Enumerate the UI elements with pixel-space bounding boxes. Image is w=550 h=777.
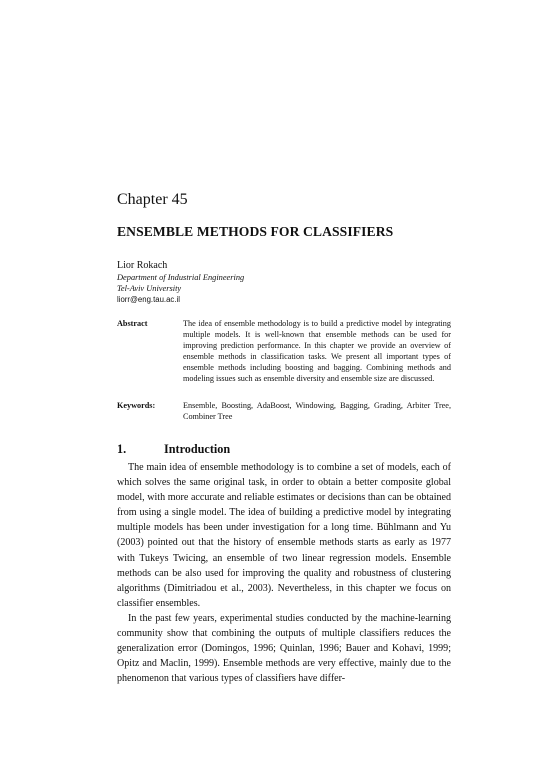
chapter-label: Chapter 45 bbox=[117, 191, 188, 208]
intro-paragraph: In the past few years, experimental studies conducted by the machine-learning community show that combining the outputs of multiple classifiers reduces the generalization error (Domingos, 1996; Quinlan, 1996; Bauer and Kohavi, 1999; Opitz and Maclin, 1999). Ensemble methods are very effective, mainly due to the phenomenon that various types of classifiers have differ- bbox=[117, 612, 451, 685]
keywords-label: Keywords: bbox=[117, 401, 156, 410]
abstract-block bbox=[117, 318, 451, 384]
section-number: 1. bbox=[117, 442, 127, 456]
keywords-text: Ensemble, Boosting, AdaBoost, Windowing, Bagging, Grading, Arbiter Tree, Combiner Tree bbox=[183, 401, 451, 421]
author-department: Department of Industrial Engineering bbox=[117, 273, 245, 282]
keywords-block bbox=[117, 400, 451, 422]
author-name: Lior Rokach bbox=[117, 260, 168, 271]
abstract-text: The idea of ensemble methodology is to build a predictive model by integrating multiple models. It is well-known that ensemble methods can be used for improving prediction performance. In this chapter we provide an overview of ensemble methods in classification tasks. We present all important types of ensemble methods including boosting and bagging. Combining methods and modeling issues such as ensemble diversity and ensemble size are discussed. bbox=[183, 319, 451, 383]
intro-paragraph: The main idea of ensemble methodology is to combine a set of models, each of which solves the same original task, in order to obtain a better composite global model, with more accurate and reliable estimates or decisions than can be obtained from using a single model. The idea of building a predictive model by integrating multiple models has been under investigation for a long time. Bühlmann and Yu (2003) pointed out that the history of ensemble methods starts as early as 1977 with Tukeys Twicing, an ensemble of two linear regression models. Ensemble methods can be also used for improving the quality and robustness of clustering algorithms (Dimitriadou et al., 2003). Nevertheless, in this chapter we focus on classifier ensembles. bbox=[117, 462, 451, 609]
introduction-body bbox=[117, 460, 451, 686]
section-title: Introduction bbox=[164, 442, 231, 456]
abstract-label: Abstract bbox=[117, 319, 148, 328]
chapter-title: ENSEMBLE METHODS FOR CLASSIFIERS bbox=[117, 224, 394, 239]
section-heading bbox=[117, 442, 230, 457]
author-email: liorr@eng.tau.ac.il bbox=[117, 295, 180, 304]
author-university: Tel-Aviv University bbox=[117, 284, 182, 293]
